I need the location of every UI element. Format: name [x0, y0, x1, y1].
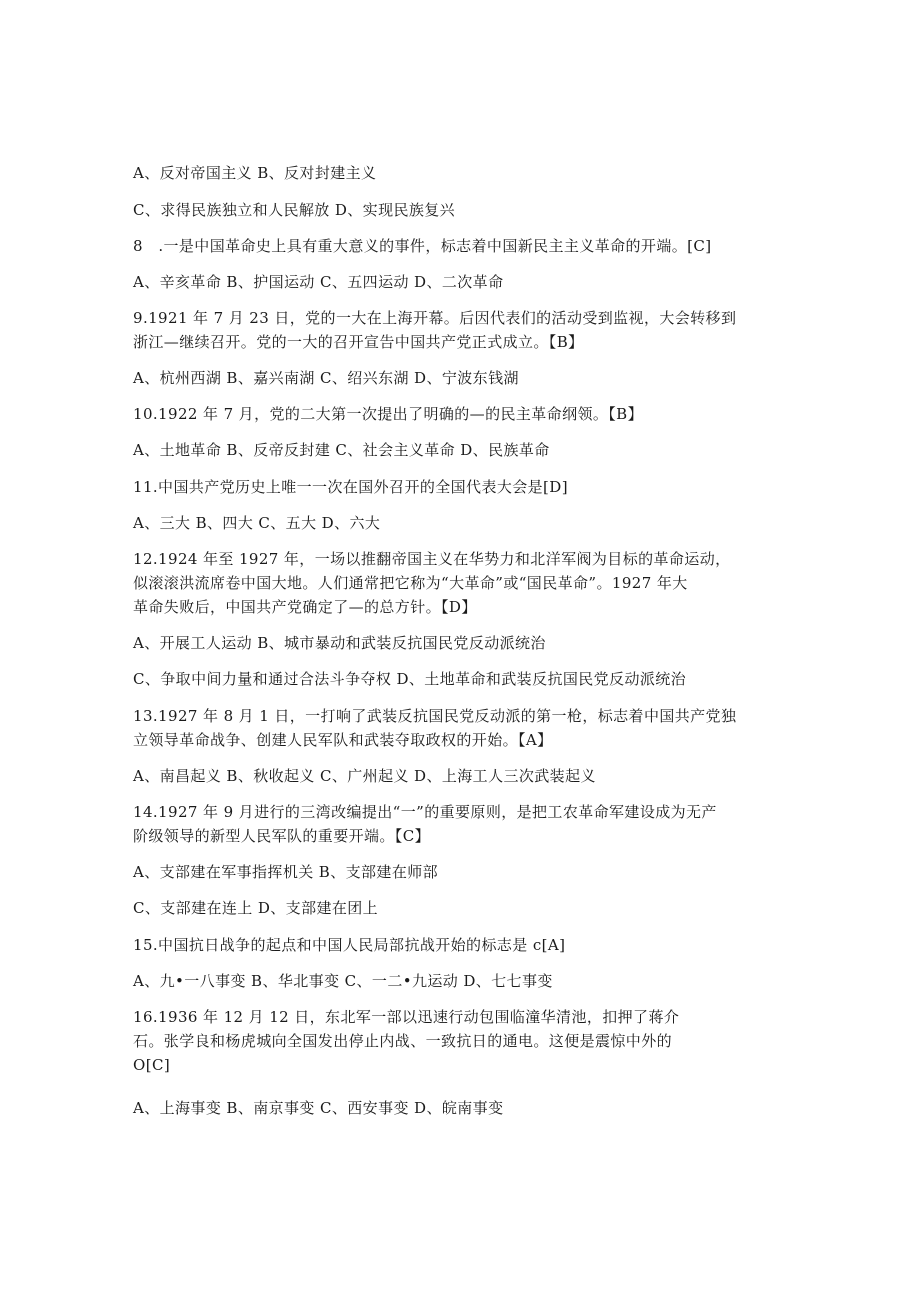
q12-options-line-1: A、开展工人运动 B、城市暴动和武装反抗国民党反动派统治 [133, 634, 546, 652]
q14-question-line-2: 阶级领导的新型人民军队的重要开端。【C】 [133, 827, 430, 845]
q10-options: A、土地革命 B、反帝反封建 C、社会主义革命 D、民族革命 [133, 441, 550, 459]
q14-options-line-2: C、支部建在连上 D、支部建在团上 [133, 899, 379, 917]
q13-options: A、南昌起义 B、秋收起义 C、广州起义 D、上海工人三次武装起义 [133, 767, 596, 785]
q7-options-line-2: C、求得民族独立和人民解放 D、实现民族复兴 [133, 201, 456, 219]
q8-question: 8 .一是中国革命史上具有重大意义的事件，标志着中国新民主主义革命的开端。[C] [133, 237, 712, 255]
q16-question-line-3: O[C] [133, 1056, 171, 1074]
q14-options-line-1: A、支部建在军事指挥机关 B、支部建在师部 [133, 863, 439, 881]
q12-options-line-2: C、争取中间力量和通过合法斗争夺权 D、土地革命和武装反抗国民党反动派统治 [133, 670, 687, 688]
q14-question-line-1: 14.1927 年 9 月进行的三湾改编提出“一”的重要原则，是把工农革命军建设成为无产 [133, 803, 717, 821]
q7-options-line-1: A、反对帝国主义 B、反对封建主义 [133, 164, 377, 182]
q10-question: 10.1922 年 7 月，党的二大第一次提出了明确的—的民主革命纲领。【B】 [133, 405, 644, 423]
q16-question-line-1: 16.1936 年 12 月 12 日，东北军一部以迅速行动包围临潼华清池，扣押了蒋介 [133, 1008, 680, 1026]
q13-question-line-2: 立领导革命战争、创建人民军队和武装夺取政权的开始。【A】 [133, 731, 553, 749]
q9-question-line-2: 浙江—继续召开。党的一大的召开宣告中国共产党正式成立。【B】 [133, 333, 584, 351]
q11-question: 11.中国共产党历史上唯一一次在国外召开的全国代表大会是[D] [133, 478, 568, 496]
q15-question: 15.中国抗日战争的起点和中国人民局部抗战开始的标志是 c[A] [133, 936, 566, 954]
q13-question-line-1: 13.1927 年 8 月 1 日，一打响了武装反抗国民党反动派的第一枪，标志着中国共产党独 [133, 707, 737, 725]
q11-options: A、三大 B、四大 C、五大 D、六大 [133, 514, 381, 532]
q12-question-line-1: 12.1924 年至 1927 年，一场以推翻帝国主义在华势力和北洋军阀为目标的革命运动， [133, 550, 731, 568]
q9-question-line-1: 9.1921 年 7 月 23 日，党的一大在上海开幕。后因代表们的活动受到监视，大会转移到 [133, 309, 737, 327]
q16-options: A、上海事变 B、南京事变 C、西安事变 D、皖南事变 [133, 1099, 504, 1117]
q12-question-line-3: 革命失败后，中国共产党确定了—的总方针。【D】 [133, 598, 477, 616]
q9-options: A、杭州西湖 B、嘉兴南湖 C、绍兴东湖 D、宁波东钱湖 [133, 369, 519, 387]
q12-question-line-2: 似滚滚洪流席卷中国大地。人们通常把它称为“大革命”或“国民革命”。1927 年大 [133, 574, 688, 592]
q8-options: A、辛亥革命 B、护国运动 C、五四运动 D、二次革命 [133, 273, 504, 291]
q15-options: A、九•一八事变 B、华北事变 C、一二•九运动 D、七七事变 [133, 972, 553, 990]
q16-question-line-2: 石。张学良和杨虎城向全国发出停止内战、一致抗日的通电。这便是震惊中外的 [133, 1032, 673, 1050]
